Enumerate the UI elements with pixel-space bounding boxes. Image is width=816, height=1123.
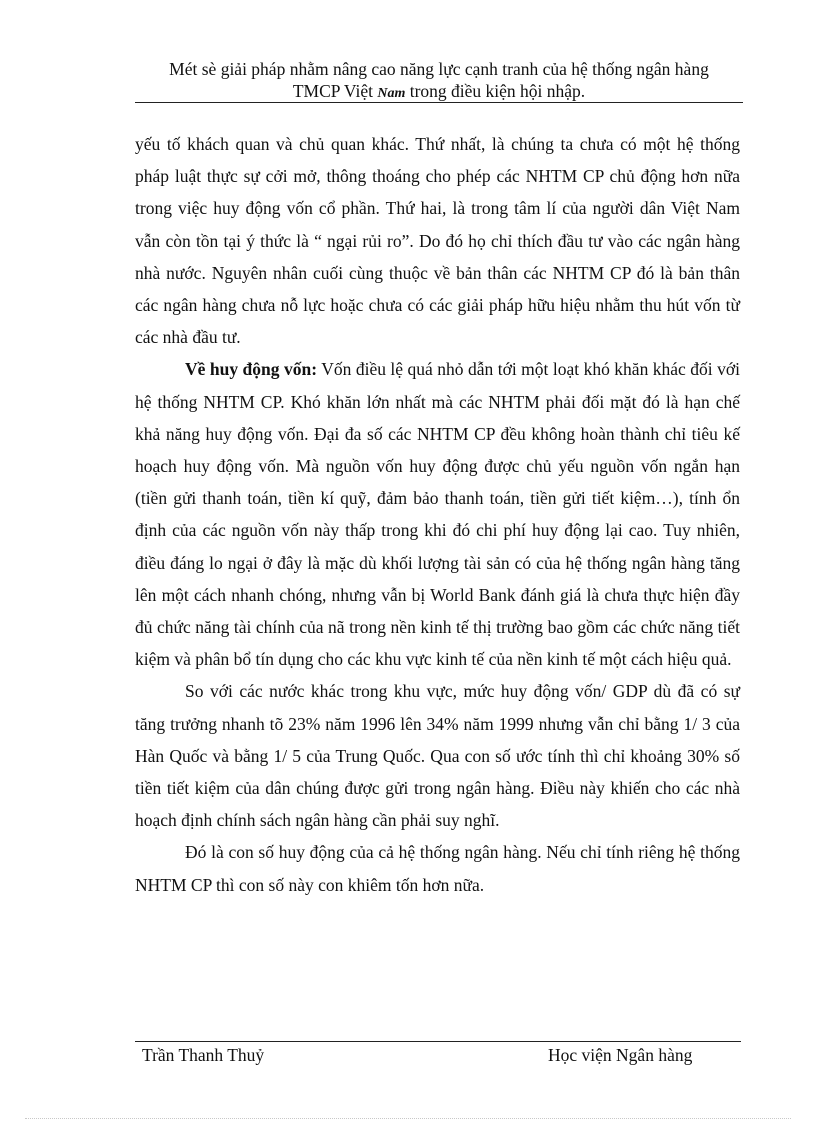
page-header	[135, 58, 743, 105]
paragraph-4: Đó là con số huy động của cả hệ thống ngân hàng. Nếu chỉ tính riêng hệ thống NHTM CP thì con số này con khiêm tốn hơn nữa.	[135, 842, 740, 895]
header-divider	[135, 102, 743, 103]
header-title-line-2-start: TMCP Việt	[292, 81, 378, 101]
paragraph-1: yếu tố khách quan và chủ quan khác. Thứ nhất, là chúng ta chưa có một hệ thống pháp luật thực sự cởi mở, thông thoáng cho phép các NHTM CP chủ động hơn nữa trong việc huy động vốn cổ phần. Thứ hai, là trong tâm lí của người dân Việt Nam vẫn còn tồn tại ý thức là “ ngại rủi ro”. Do đó họ chỉ thích đầu tư vào các ngân hàng nhà nước. Nguyên nhân cuối cùng thuộc về bản thân các NHTM CP đó là bản thân các ngân hàng chưa nỗ lực hoặc chưa có các giải pháp hữu hiệu nhằm thu hút vốn từ các nhà đầu tư.	[135, 134, 740, 348]
document-body	[135, 128, 740, 901]
page-bottom-edge	[25, 1118, 791, 1119]
paragraph-2	[135, 353, 740, 675]
footer-divider	[135, 1041, 741, 1042]
paragraph-3: So với các nước khác trong khu vực, mức huy động vốn/ GDP dù đã có sự tăng trưởng nhanh tõ 23% năm 1996 lên 34% năm 1999 nhưng vẫn chỉ bằng 1/ 3 của Hàn Quốc và bằng 1/ 5 của Trung Quốc. Qua con số ước tính thì chỉ khoảng 30% số tiền tiết kiệm của dân chúng được gửi trong ngân hàng. Điều này khiến cho các nhà hoạch định chính sách ngân hàng cần phải suy nghĩ.	[135, 681, 740, 831]
header-title-line-2-end: trong điều kiện hội nhập.	[405, 81, 586, 101]
footer-author: Trần Thanh Thuỷ	[142, 1045, 265, 1065]
footer-institution: Học viện Ngân hàng	[548, 1045, 693, 1065]
header-title-line-1: Mét sè giải pháp nhằm nâng cao năng lực cạnh tranh của hệ thống ngân hàng	[169, 59, 709, 79]
paragraph-2-heading: Về huy động vốn:	[185, 359, 318, 380]
header-script-word: Nam	[377, 86, 406, 101]
paragraph-2-text: Vốn điều lệ quá nhỏ dẫn tới một loạt khó khăn khác đối với hệ thống NHTM CP. Khó khăn lớn nhất mà các NHTM phải đối mặt đó là hạn chế khả năng huy động vốn. Đại đa số các NHTM CP đều không hoàn thành chỉ tiêu kế hoạch huy động vốn. Mà nguồn vốn huy động được chủ yếu nguồn vốn ngắn hạn (tiền gửi thanh toán, tiền kí quỹ, đảm bảo thanh toán, tiền gửi tiết kiệm…), tính ổn định của các nguồn vốn này thấp trong khi đó chi phí huy động lại cao. Tuy nhiên, điều đáng lo ngại ở đây là mặc dù khối lượng tài sản có của hệ thống ngân hàng tăng lên một cách nhanh chóng, nhưng vẫn bị World Bank đánh giá là chưa thực hiện đầy đủ chức năng tài chính của nã trong nền kinh tế thị trường bao gồm các chức năng tiết kiệm và phân bổ tín dụng cho các khu vực kinh tế của nền kinh tế một cách hiệu quả.	[135, 359, 740, 670]
